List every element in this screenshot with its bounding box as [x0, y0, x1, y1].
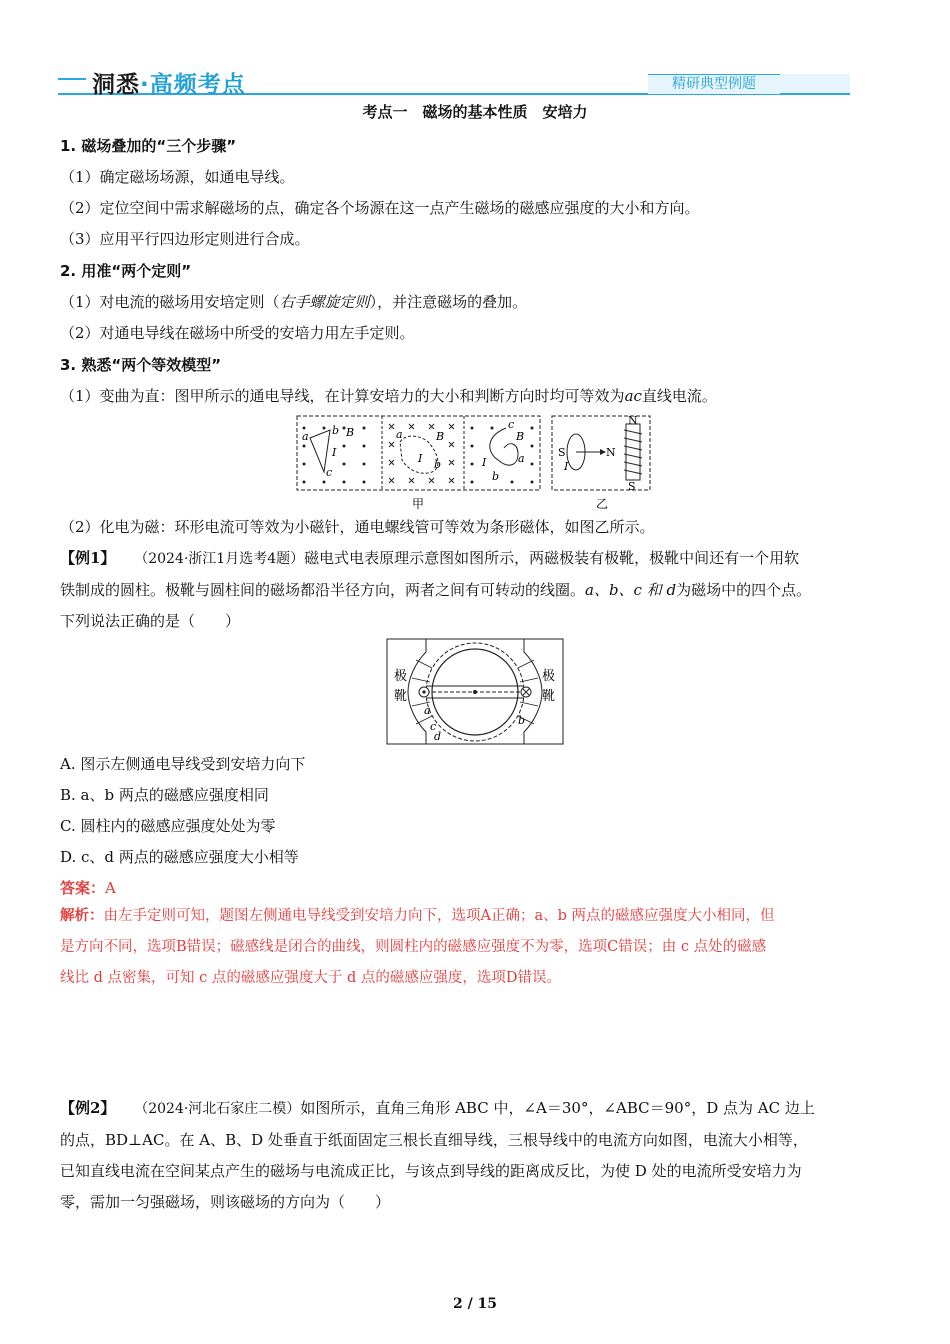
svg-text:b: b: [332, 424, 340, 437]
answer: [60, 877, 116, 898]
svg-text:a: a: [424, 704, 431, 717]
svg-text:B: B: [436, 430, 445, 443]
section2-heading: 2. 用准“两个定则”: [60, 262, 192, 280]
analysis-label: 解析：: [60, 908, 104, 924]
example2-line-4: 零，需加一匀强磁场，则该磁场的方向为（ ）: [60, 1193, 391, 1211]
example2-stem: [60, 1093, 890, 1218]
header-title: [92, 66, 246, 99]
label-jia: 甲: [412, 497, 425, 510]
section3-heading: 3. 熟悉“两个等效模型”: [60, 356, 222, 374]
svg-text:S: S: [558, 446, 566, 459]
svg-text:I: I: [564, 460, 569, 473]
svg-text:a: a: [396, 428, 403, 441]
svg-text:c: c: [326, 466, 333, 479]
svg-text:b: b: [434, 458, 442, 471]
example1-tag: 【例1】: [60, 549, 116, 567]
analysis-line-3: 线比 d 点密集，可知 c 点的磁感应强度大于 d 点的磁感应强度，选项D错误。: [60, 970, 561, 986]
figure-equivalent-models: [296, 414, 656, 510]
svg-text:d: d: [434, 730, 442, 743]
svg-text:c: c: [508, 418, 515, 431]
example2-line-1: 如图所示，直角三角形 ABC 中，∠A＝30°，∠ABC＝90°，D 点为 AC 边上: [300, 1099, 815, 1117]
option-d: D. c、d 两点的磁感应强度大小相等: [60, 848, 299, 866]
example1-stem: 【例1】 （2024·浙江1月选考4题）磁电式电表原理示意图如图所示，两磁极装有极靴，极靴中间还有一个用软 铁制成的圆柱。极靴与圆柱间的磁场都沿半径方向，两者之间有可转动的线圈。a、b、c 和 d为磁场中的四个点。 下列说法正确的是（ ）: [60, 549, 812, 630]
section1-item-2: （2）定位空间中需求解磁场的点，确定各个场源在这一点产生磁场的磁感应强度的大小和方向。: [60, 199, 700, 217]
option-b: B. a、b 两点的磁感应强度相同: [60, 786, 269, 804]
pole-shoe-right-1: 极: [542, 669, 556, 684]
example2-source: （2024·河北石家庄二模）: [134, 1101, 301, 1117]
header-stub-line: [58, 78, 86, 80]
analysis-line-2: 是方向不同，选项B错误；磁感线是闭合的曲线，则圆柱内的磁感应强度不为零，选项C错误；由 c 点处的磁感: [60, 939, 767, 955]
pole-shoe-right-2: 靴: [542, 689, 556, 704]
analysis: [60, 901, 890, 994]
answer-value: A: [105, 879, 116, 897]
fig1-label-a: a: [302, 430, 309, 443]
pole-shoe-left-2: 靴: [394, 689, 408, 704]
svg-text:I: I: [418, 452, 423, 465]
svg-text:N: N: [606, 446, 616, 459]
svg-text:b: b: [518, 714, 526, 727]
topic-title: 考点一 磁场的基本性质 安培力: [362, 103, 588, 121]
section1-heading: 1. 磁场叠加的“三个步骤”: [60, 137, 237, 155]
section2-item-1: （1）对电流的磁场用安培定则（右手螺旋定则），并注意磁场的叠加。: [60, 293, 528, 311]
answer-label: 答案：: [60, 879, 106, 897]
svg-text:I: I: [332, 446, 337, 459]
svg-text:I: I: [482, 456, 487, 469]
example2-line-2: 的点，BD⊥AC。在 A、B、D 处垂直于纸面固定三根长直细导线，三根导线中的电流方向如图，电流大小相等，: [60, 1131, 808, 1149]
header-title-left: 洞悉: [92, 72, 140, 98]
svg-text:S: S: [628, 480, 636, 493]
svg-text:a: a: [518, 452, 525, 465]
svg-text:c: c: [430, 720, 437, 733]
section1-item-1: （1）确定磁场场源，如通电导线。: [60, 168, 295, 186]
svg-text:B: B: [346, 426, 355, 439]
header-badge-bg: [780, 74, 850, 93]
header-badge: 精研典型例题: [648, 74, 780, 94]
analysis-line-1: 由左手定则可知，题图左侧通电导线受到安培力向下，选项A正确；a、b 两点的磁感应强度大小相同，但: [103, 908, 775, 924]
section3-item-1: （1）变曲为直：图甲所示的通电导线，在计算安培力的大小和判断方向时均可等效为ac直线电流。: [60, 387, 717, 405]
option-a: A. 图示左侧通电导线受到安培力向下: [60, 755, 306, 773]
header-title-right: 高频考点: [149, 72, 246, 98]
page-number: 2 / 15: [452, 1296, 498, 1312]
svg-text:b: b: [492, 470, 500, 483]
italic-term: 右手螺旋定则: [279, 293, 370, 311]
header-title-dot: ·: [140, 72, 150, 98]
option-c: C. 圆柱内的磁感应强度处处为零: [60, 817, 276, 835]
section3-item-2: （2）化电为磁：环形电流可等效为小磁针，通电螺线管可等效为条形磁体，如图乙所示。: [60, 518, 655, 536]
example1-source: （2024·浙江1月选考4题）: [134, 551, 305, 567]
svg-text:B: B: [516, 430, 525, 443]
section1-item-3: （3）应用平行四边形定则进行合成。: [60, 230, 310, 248]
svg-text:N: N: [628, 414, 638, 427]
example2-tag: 【例2】: [60, 1099, 116, 1117]
pole-shoe-left-1: 极: [394, 669, 408, 684]
label-yi: 乙: [596, 497, 609, 510]
figure-galvanometer: [386, 638, 564, 746]
example2-line-3: 已知直线电流在空间某点产生的磁场与电流成正比，与该点到导线的距离成反比，为使 D 处的电流所受安培力为: [60, 1162, 802, 1180]
section2-item-2: （2）对通电导线在磁场中所受的安培力用左手定则。: [60, 324, 415, 342]
